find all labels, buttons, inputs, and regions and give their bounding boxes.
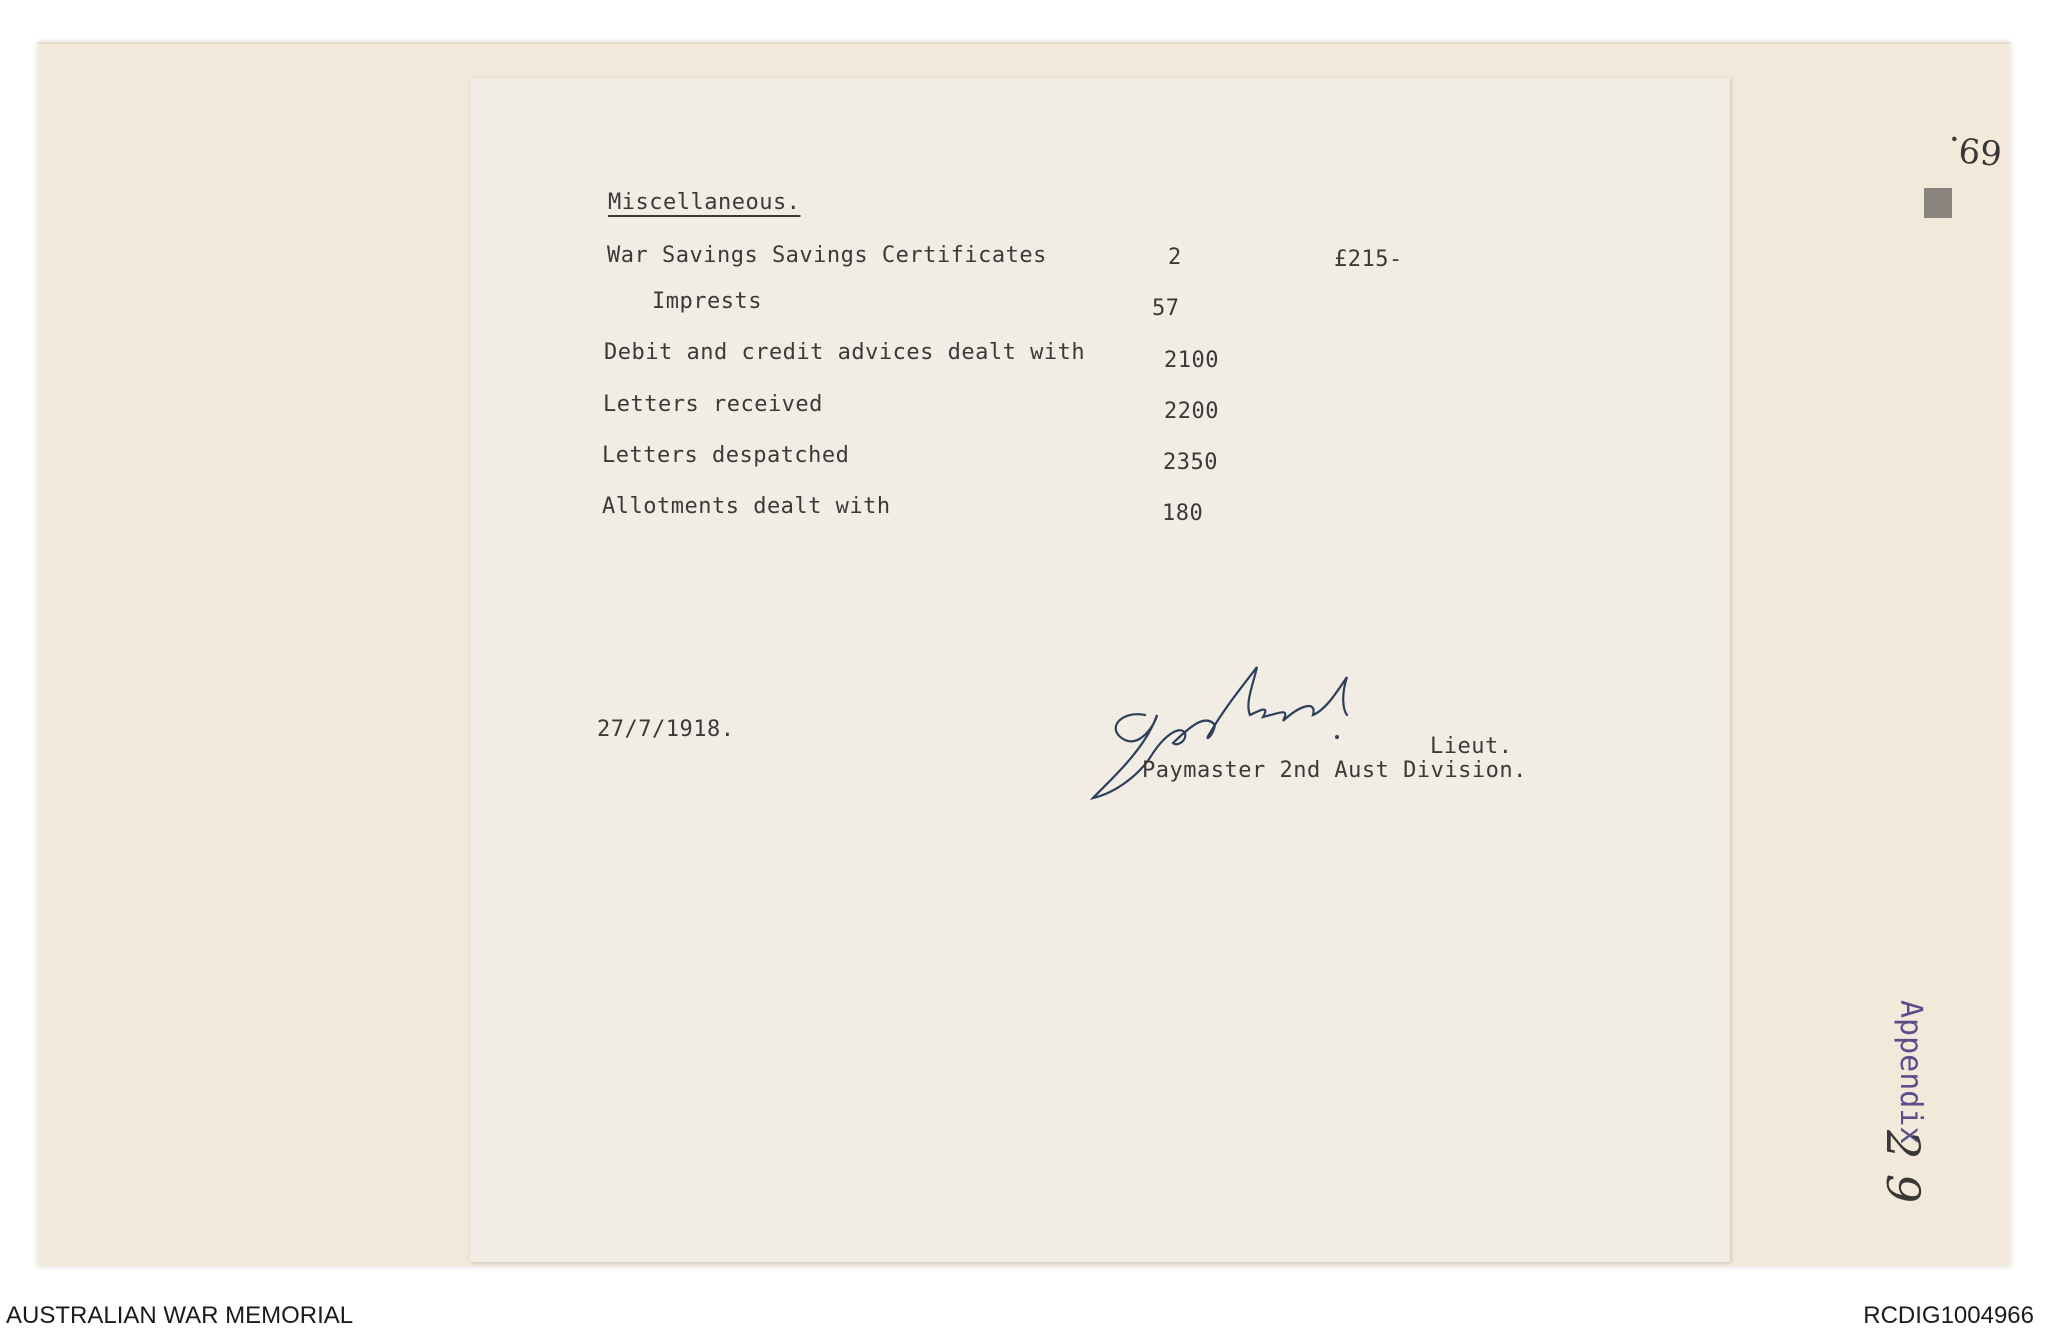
folio-number: 69. [1946, 127, 2004, 173]
appendix-number: 2 9 [1876, 1130, 1930, 1204]
appendix-stamp: Appendix [1893, 1000, 1928, 1145]
signature-title: Paymaster 2nd Aust Division. [1142, 758, 1527, 783]
document-date: 27/7/1918. [597, 717, 735, 742]
row-count: 2350 [1163, 450, 1218, 475]
row-label: War Savings Savings Certificates [607, 243, 1047, 268]
row-label: Imprests [652, 289, 762, 314]
row-label: Letters received [603, 392, 823, 417]
row-label: Letters despatched [602, 443, 850, 468]
row-count: 2200 [1164, 399, 1219, 424]
record-id: RCDIG1004966 [1863, 1302, 2034, 1329]
folio-mark [1924, 188, 1952, 218]
row-label: Allotments dealt with [602, 494, 891, 519]
row-label: Debit and credit advices dealt with [604, 340, 1086, 365]
row-count: 180 [1162, 501, 1204, 526]
row-amount: £215- [1334, 247, 1403, 272]
archive-label: AUSTRALIAN WAR MEMORIAL [6, 1302, 354, 1329]
signature-rank: Lieut. [1430, 734, 1513, 759]
section-heading: Miscellaneous. [608, 190, 801, 215]
row-count: 57 [1152, 296, 1180, 321]
row-count: 2 [1168, 245, 1182, 270]
row-count: 2100 [1164, 348, 1219, 373]
